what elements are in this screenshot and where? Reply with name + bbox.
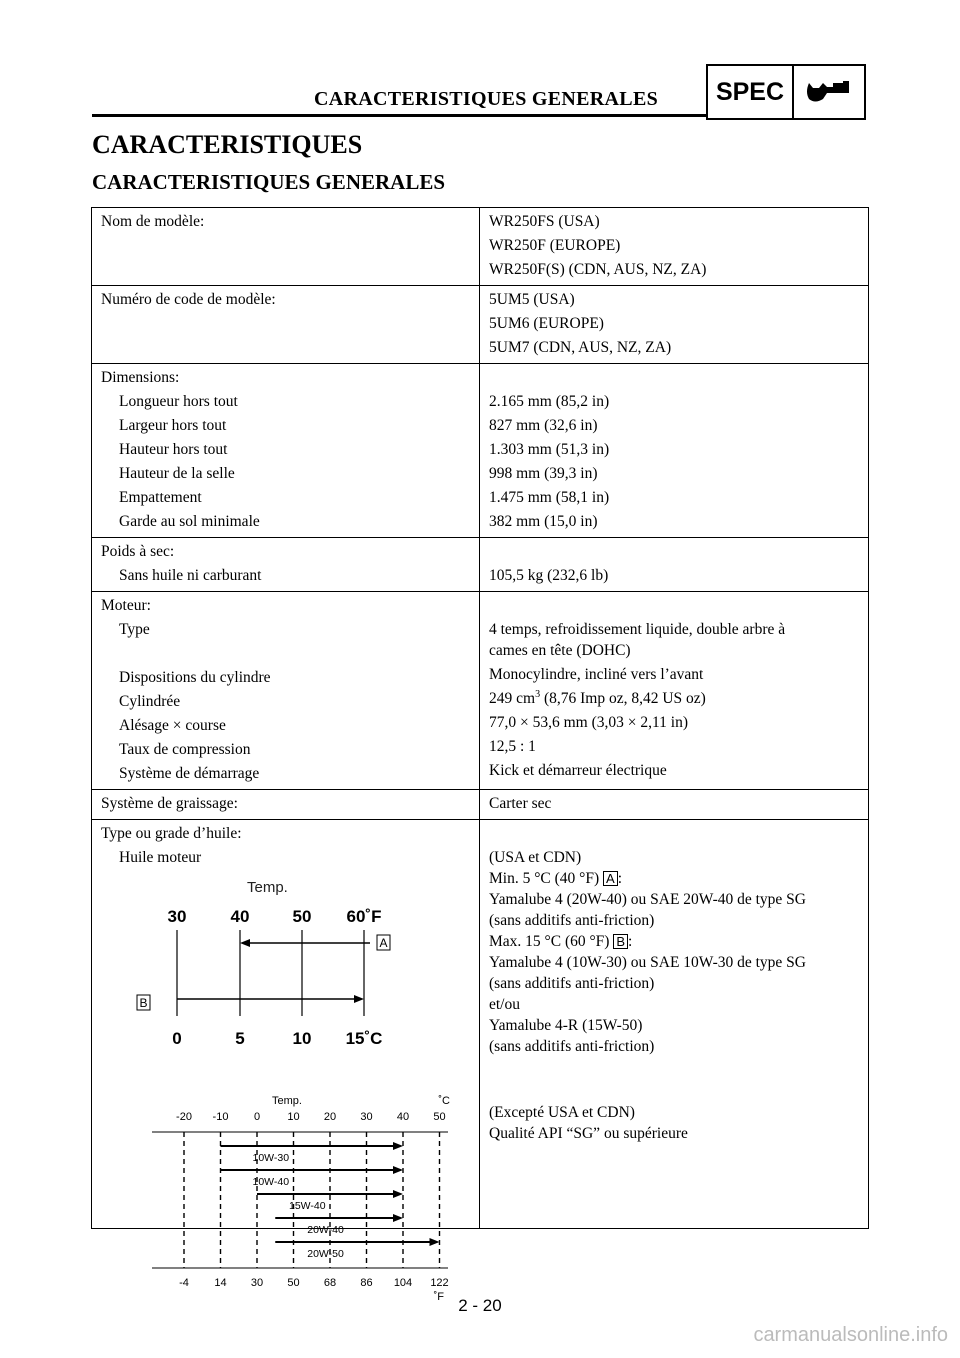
celsius-tick-label: 10	[287, 1111, 300, 1123]
temperature-range-chart	[132, 878, 422, 1058]
row-value	[489, 931, 858, 952]
chart-title: Temp.	[247, 879, 288, 896]
celsius-tick-label: -20	[176, 1111, 192, 1123]
series-label: 20W-40	[307, 1224, 344, 1236]
section-heading: CARACTERISTIQUES	[92, 130, 363, 159]
row-sublabel: Huile moteur	[119, 849, 202, 866]
series-label: 15W-40	[289, 1200, 326, 1212]
row-sublabel: Dispositions du cylindre	[119, 669, 271, 686]
row-sublabel: Sans huile ni carburant	[119, 567, 262, 584]
fahrenheit-tick-label: 104	[393, 1277, 413, 1289]
top-tick-label: 50	[292, 907, 312, 926]
celsius-tick-label: 30	[360, 1111, 373, 1123]
bottom-tick-label: 10	[292, 1029, 312, 1048]
page-number: 2 - 20	[458, 1296, 502, 1315]
celsius-tick-label: 20	[323, 1111, 337, 1123]
row-value: WR250F (EUROPE)	[489, 237, 621, 254]
chart-title: Temp.	[272, 1095, 302, 1107]
row-sublabel: Cylindrée	[119, 693, 181, 710]
fahrenheit-tick-label: 30	[250, 1277, 264, 1289]
fahrenheit-tick-label: 50	[287, 1277, 300, 1289]
watermark: carmanualsonline.info	[753, 1324, 948, 1346]
row-value: (sans additifs anti-friction)	[489, 912, 655, 929]
table-row	[92, 820, 869, 1229]
row-value: 77,0 × 53,6 mm (3,03 × 2,11 in)	[489, 714, 689, 731]
series-label: 10W-40	[252, 1176, 290, 1188]
row-value: et/ou	[489, 996, 520, 1013]
row-value: cames en tête (DOHC)	[489, 642, 631, 659]
table-row	[92, 592, 869, 790]
table-row	[92, 538, 869, 592]
row-value: 12,5 : 1	[489, 738, 536, 755]
celsius-tick-label: 50	[433, 1111, 446, 1123]
row-value: 1.475 mm (58,1 in)	[489, 489, 610, 506]
subsection-heading: CARACTERISTIQUES GENERALES	[92, 170, 446, 194]
row-value: Monocylindre, incliné vers l’avant	[489, 666, 704, 683]
row-sublabel: Type	[119, 621, 150, 638]
oil-max-text: Max. 15 °C (60 °F)	[489, 933, 614, 950]
row-value: Kick et démarreur électrique	[489, 762, 667, 779]
fahrenheit-tick-label: 68	[323, 1277, 337, 1289]
wrench-icon	[794, 66, 864, 118]
row-value: 5UM7 (CDN, AUS, NZ, ZA)	[489, 339, 672, 356]
displacement-number: 249 cm	[489, 690, 536, 707]
row-value: 5UM5 (USA)	[489, 291, 575, 308]
series-label: 10W-30	[252, 1152, 290, 1164]
unit-top: ˚C	[438, 1095, 450, 1107]
oil-max-colon: :	[628, 933, 633, 950]
bottom-tick-label: 5	[235, 1029, 245, 1048]
row-value: Yamalube 4 (10W-30) ou SAE 10W-30 de type SG	[489, 954, 807, 971]
celsius-tick-label: 0	[253, 1111, 261, 1123]
displacement-superscript: 3	[535, 688, 541, 700]
series-arrowhead	[393, 1166, 403, 1174]
fahrenheit-tick-label: 14	[214, 1277, 227, 1289]
row-label: Poids à sec:	[101, 543, 175, 560]
row-label: Système de graissage:	[101, 795, 238, 812]
unit-bottom: ˚F	[433, 1291, 444, 1303]
row-sublabel: Empattement	[119, 489, 202, 506]
row-value	[489, 868, 858, 889]
row-label: Nom de modèle:	[101, 213, 205, 230]
series-arrowhead	[393, 1142, 403, 1150]
row-label: Dimensions:	[101, 369, 180, 386]
row-value: 998 mm (39,3 in)	[489, 465, 598, 482]
oil-viscosity-chart	[122, 1090, 452, 1310]
row-sublabel: Longueur hors tout	[119, 393, 238, 410]
fahrenheit-tick-label: 122	[430, 1277, 449, 1289]
row-value	[489, 688, 858, 709]
spec-label: SPEC	[708, 66, 794, 118]
row-value: 827 mm (32,6 in)	[489, 417, 598, 434]
row-sublabel: Hauteur de la selle	[119, 465, 235, 482]
bottom-tick-label: 0	[172, 1029, 182, 1048]
series-arrowhead	[393, 1214, 403, 1222]
row-value: 382 mm (15,0 in)	[489, 513, 598, 530]
top-tick-label: 30	[167, 907, 187, 926]
row-value: 2.165 mm (85,2 in)	[489, 393, 610, 410]
row-label: Numéro de code de modèle:	[101, 291, 276, 308]
fahrenheit-tick-label: 86	[360, 1277, 373, 1289]
series-arrowhead	[393, 1190, 403, 1198]
row-value: (USA et CDN)	[489, 849, 582, 866]
row-value: (sans additifs anti-friction)	[489, 1038, 655, 1055]
fahrenheit-tick-label: -4	[179, 1277, 189, 1289]
table-row	[92, 790, 869, 820]
table-row	[92, 208, 869, 286]
label-b: B	[139, 996, 148, 1010]
oil-min-text: Min. 5 °C (40 °F)	[489, 870, 604, 887]
top-tick-label: 60˚F	[346, 907, 382, 926]
range-a-arrowhead	[240, 939, 250, 947]
row-value: (sans additifs anti-friction)	[489, 975, 655, 992]
row-value: Yamalube 4 (20W-40) ou SAE 20W-40 de type SG	[489, 891, 807, 908]
row-label: Moteur:	[101, 597, 151, 614]
row-value: 4 temps, refroidissement liquide, double arbre à	[489, 621, 786, 638]
row-label: Type ou grade d’huile:	[101, 825, 242, 842]
bottom-tick-label: 15˚C	[345, 1029, 383, 1048]
table-row	[92, 364, 869, 538]
label-a-box: A	[603, 871, 618, 886]
row-sublabel: Taux de compression	[119, 741, 251, 758]
label-a: A	[379, 936, 388, 950]
row-value: Yamalube 4-R (15W-50)	[489, 1017, 643, 1034]
row-value: (Excepté USA et CDN)	[489, 1104, 635, 1121]
row-sublabel: Largeur hors tout	[119, 417, 227, 434]
oil-min-colon: :	[617, 870, 623, 887]
displacement-rest: (8,76 Imp oz, 8,42 US oz)	[540, 690, 706, 707]
spec-table	[91, 207, 869, 1303]
row-value: Qualité API “SG” ou supérieure	[489, 1125, 688, 1142]
top-tick-label: 40	[230, 907, 250, 926]
range-b-arrowhead	[354, 995, 364, 1003]
row-sublabel: Hauteur hors tout	[119, 441, 228, 458]
page-header	[92, 64, 868, 122]
header-rule	[92, 114, 706, 117]
label-b-box: B	[613, 934, 628, 949]
spec-box	[706, 64, 866, 120]
series-label: 20W-50	[307, 1248, 344, 1260]
celsius-tick-label: 40	[396, 1111, 410, 1123]
row-sublabel: Alésage × course	[119, 717, 226, 734]
table-row	[92, 286, 869, 364]
row-sublabel: Garde au sol minimale	[119, 513, 260, 530]
celsius-tick-label: -10	[212, 1111, 229, 1123]
row-value: 5UM6 (EUROPE)	[489, 315, 604, 332]
header-title: CARACTERISTIQUES GENERALES	[314, 88, 659, 110]
row-value: WR250FS (USA)	[489, 213, 600, 230]
row-value: 105,5 kg (232,6 lb)	[489, 567, 609, 584]
row-sublabel: Système de démarrage	[119, 765, 260, 782]
row-value: WR250F(S) (CDN, AUS, NZ, ZA)	[489, 261, 707, 278]
row-value: Carter sec	[489, 795, 552, 812]
row-value: 1.303 mm (51,3 in)	[489, 441, 610, 458]
series-arrowhead	[430, 1238, 440, 1246]
